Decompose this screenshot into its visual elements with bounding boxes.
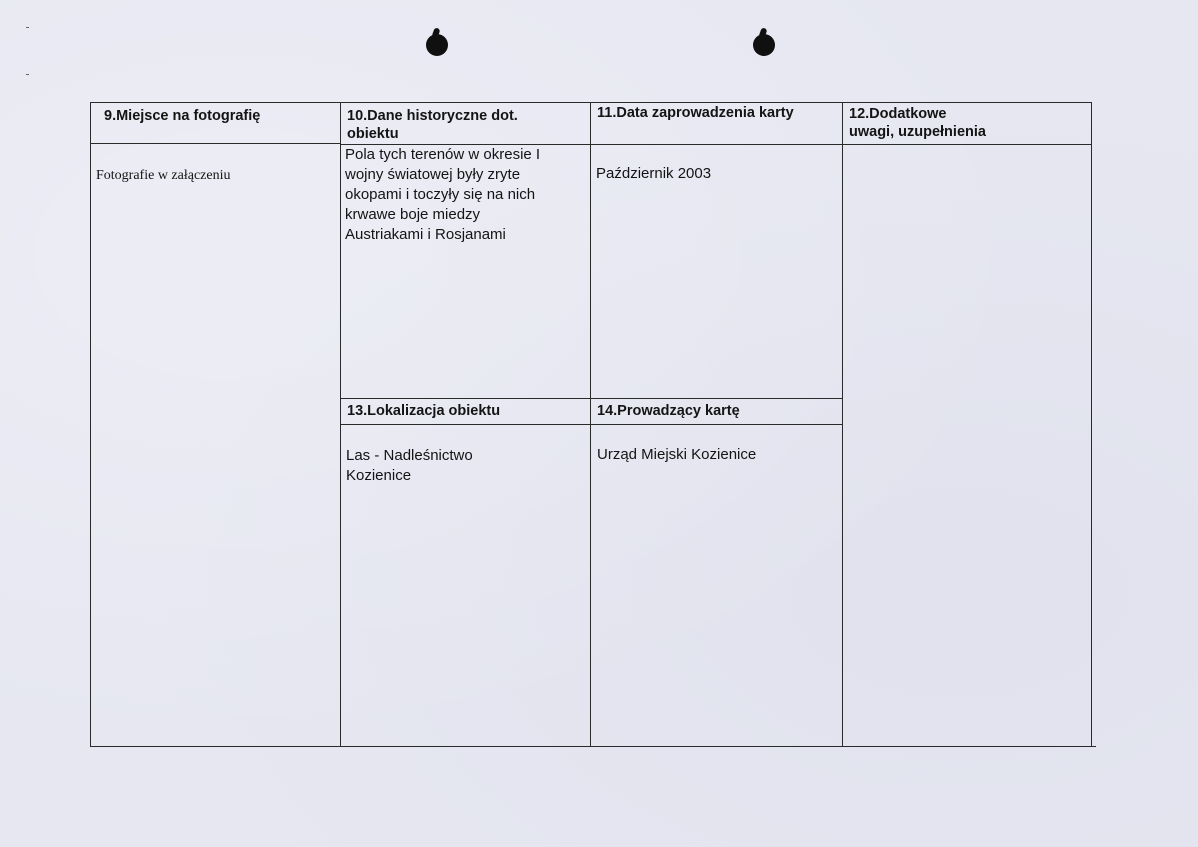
header-divider <box>90 143 340 144</box>
historical-data-value: Pola tych terenów w okresie I wojny światowej były zryte okopami i toczyły się na nich krwawe boje miedzy Austriakami i Rosjanami <box>345 146 541 243</box>
header-notes: 12.Dodatkowe uwagi, uzupełnienia <box>849 106 986 140</box>
scan-mark <box>26 74 29 75</box>
table-border-left <box>90 102 91 747</box>
location-value: Las - Nadleśnictwo Kozienice <box>346 447 473 484</box>
keeper-value: Urząd Miejski Kozienice <box>597 446 757 463</box>
header-card-date: 11.Data zaprowadzenia karty <box>597 105 794 121</box>
row-divider <box>340 398 842 399</box>
table-border-right <box>1091 102 1092 747</box>
row-divider <box>340 424 842 425</box>
table-border-bottom <box>90 746 1096 747</box>
header-photo-place: 9.Miejsce na fotografię <box>104 108 261 124</box>
header-historical-data: 10.Dane historyczne dot. obiektu <box>347 108 518 142</box>
header-location: 13.Lokalizacja obiektu <box>347 403 501 419</box>
header-keeper: 14.Prowadzący kartę <box>597 403 740 419</box>
table-border-top <box>90 102 1092 103</box>
photo-place-value: Fotografie w załączeniu <box>96 168 231 183</box>
scan-mark <box>26 27 29 28</box>
punch-hole-left <box>426 34 448 56</box>
punch-hole-right <box>753 34 775 56</box>
column-divider <box>842 102 843 747</box>
card-date-value: Październik 2003 <box>596 165 712 182</box>
